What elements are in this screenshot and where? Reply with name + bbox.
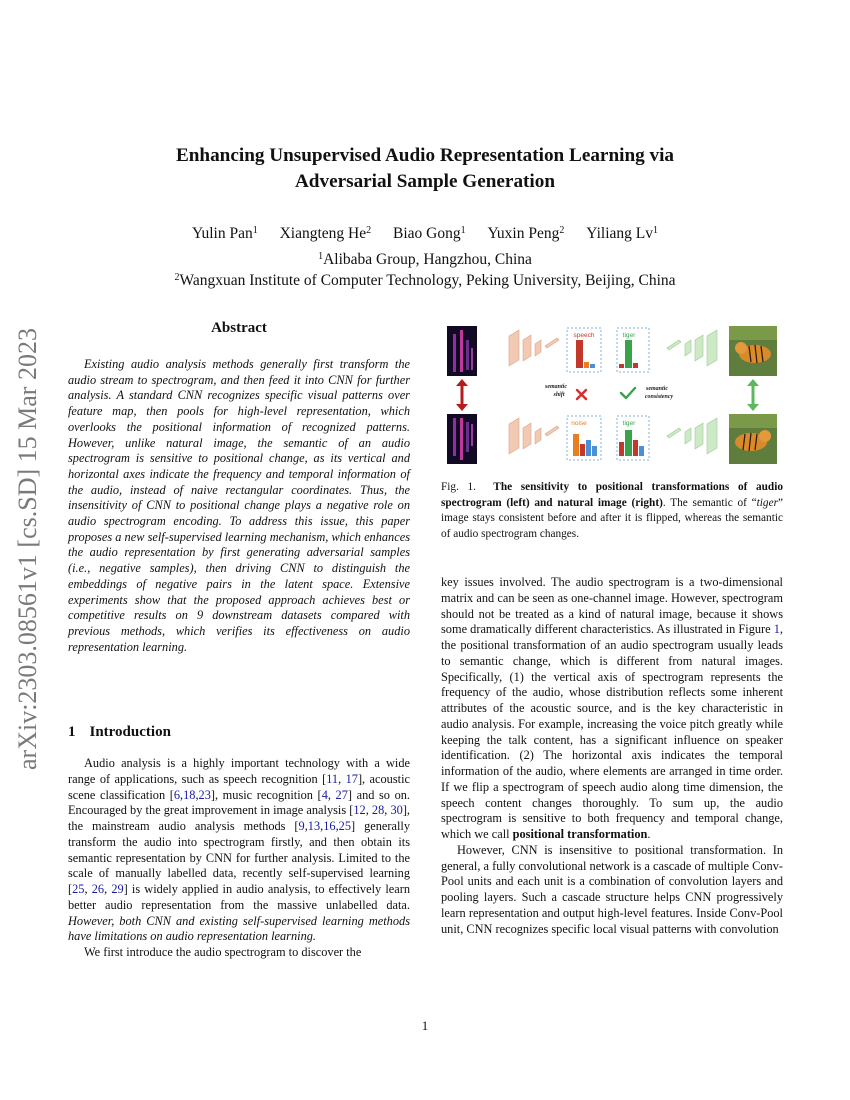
affiliation-2: $^2$Wangxuan Institute of Computer Technology, Peking University, Beijing, China [174,272,676,289]
intro-paragraph-1: Audio analysis is a highly important technology with a wide range of applications, such as speech recognition [11, 17], acoustic scene classification [6,18,23], music recognition [4, 27] and so on. Encouraged by the great improvement in image analysis [12, 28, 30], the mainstream audio analysis methods [9,13,16,25] generally transform the audio into spectrogram firstly, and then obtain its semantic representation by CNN for further analysis. Limited to the scale of manually labelled data, recently self-supervised learning [25, 26, 29] is widely applied in audio analysis, to effectively learn better audio representation from the massive unlabelled data. However, both CNN and existing self-supervised learning methods have limitations on audio representation learning. [68,756,411,944]
author: Xiangteng He$^2$ [279,225,372,242]
citation-link[interactable]: 27 [335,787,348,802]
flip-arrow-green-icon [747,379,759,411]
semantic-shift-label-2: shift [553,392,565,398]
title-line-2: Adversarial Sample Generation [294,171,556,192]
tiger-original-image [729,326,777,376]
section-heading-introduction [68,724,185,741]
citation-link[interactable]: 16 [323,819,336,833]
cnn-layers-image-top [667,330,717,366]
title-line-1: Enhancing Unsupervised Audio Representation Learning via [175,145,675,166]
section-title: Introduction [89,724,171,740]
citation-link[interactable]: 9 [298,819,305,833]
intro-paragraph-2-start: We first introduce the audio spectrogram to discover the [84,945,362,959]
tiger-flipped-image [729,414,777,464]
arxiv-stamp-text: arXiv:2303.08561v1 [cs.SD] 15 Mar 2023 [13,328,42,770]
figure-caption: Fig. 1. The sensitivity to positional transformations of audio spectrogram (left) and natural image (right). The semantic of “tiger” image stays consistent before and after it is flipped, whereas the semantic of audio spectrogram changes. [441,481,783,540]
flip-arrow-icon [456,379,468,411]
author-list [80,225,770,243]
cnn-layers-image-bottom [667,418,717,454]
semantic-consistency-label-2: consistency [644,394,674,400]
check-icon [621,388,635,398]
citation-link[interactable]: 13 [307,819,321,833]
citation-link[interactable]: 29 [111,882,124,896]
author: Yiliang Lv$^1$ [586,225,658,242]
citation-link[interactable]: 18 [183,787,196,802]
intro-paragraph-3: However, CNN is insensitive to positional transformation. In general, a fully convolutional network is a cascade of multiple Conv-Pool units and each unit is a combination of convolution layers and pooling layers. Such a cascade structure helps CNN progressively learn representation and output high-level features. Inside Conv-Pool unit, CNN recognizes specific local visual patterns with convolution [441,842,783,936]
author: Yulin Pan$^1$ [192,225,258,242]
citation-link[interactable]: 30 [390,803,403,818]
page-number: 1 [421,1018,429,1033]
citation-link[interactable]: 28 [371,803,385,818]
left-column-body [68,756,410,961]
cnn-layers-audio-top [509,330,559,366]
semantic-shift-label-1: semantic [545,384,567,390]
citation-link[interactable]: 11 [326,771,339,786]
speech-prediction-box [567,328,601,372]
tiger-prediction-box-bottom [617,416,649,460]
citation-link[interactable]: 6 [173,787,181,802]
noise-prediction-box [567,416,601,460]
figure-ref-link[interactable]: 1 [773,622,780,637]
intro-paragraph-2-continued: key issues involved. The audio spectrogram is a two-dimensional matrix and can be seen as one-channel image. However, spectrogram should not be treated as a kind of natural image, because it shows some dramatically different characteristics. As illustrated in Figure 1, the positional transformation of an audio spectrogram usually leads to semantic change, which is different from natural images. Specifically, (1) the vertical axis of spectrogram represents the frequency of the audio, whose distribution reflects some inherent attributes of the acoustic source, and is the key characteristic in audio analysis. For example, increasing the voice pitch greatly while keeping the talk content, has a significant influence on speaker identification. (2) The horizontal axis indicates the temporal information of the audio, where elements are arranged in time order. If we flip a spectrogram of speech audio along time dimension, the speech content changes thoroughly. To sum up, the audio spectrogram is sensitive to both frequency and temporal change, which we call positional transformation. [441,575,783,841]
cnn-layers-audio-bottom [509,418,559,454]
tiger-prediction-box-top [617,328,649,372]
citation-link[interactable]: 23 [198,787,211,802]
semantic-consistency-label-1: semantic [646,386,668,392]
right-column-body [441,575,783,937]
arxiv-stamp [2,0,46,1092]
speech-label: speech [573,332,595,339]
tiger-label-top: tiger [622,332,636,339]
citation-link[interactable]: 12 [353,803,366,818]
paper-title [80,143,770,195]
affiliation-1: $^1$Alibaba Group, Hangzhou, China [318,251,532,268]
section-number: 1 [68,724,76,740]
abstract-text: Existing audio analysis methods generally first transform the audio stream to spectrogram, and then feed it into CNN for further analysis. A standard CNN recognizes specific visual patterns over feature map, then pools for high-level representation, which overlooks the positional information of recognized patterns. However, unlike natural image, the semantic of an audio spectrogram is sensitive to positional change, as its vertical and horizontal axes indicate the frequency and temporal information of the audio, instead of naive rectangular coordinates. Thus, the insensitivity of CNN to positional change plays a negative role on audio spectrogram encoding. To address this issue, this paper proposes a new self-supervised learning mechanism, which enhances the audio representation by first generating adversarial samples (i.e., negative samples), then driving CNN to distinguish the embeddings of negative pairs in the latent space. Extensive experiments show that the proposed approach achieves best or competitive results on 9 downstream datasets compared with previous methods, which verifies its effectiveness on audio representation learning. [68,357,410,654]
citation-link[interactable]: 17 [345,771,358,786]
citation-link[interactable]: 26 [91,882,105,896]
author: Biao Gong$^1$ [392,225,466,242]
author: Yuxin Peng$^2$ [487,225,565,242]
spectrogram-original-image [447,326,477,376]
figure-1 [441,318,783,468]
spectrogram-flipped-image [447,414,477,464]
abstract-heading: Abstract [211,320,267,336]
citation-link[interactable]: 25 [338,819,352,833]
noise-label: noise [571,420,587,427]
cross-icon [577,390,586,399]
citation-link[interactable]: 4 [321,787,328,802]
tiger-label-bottom: tiger [622,420,636,427]
citation-link[interactable]: 25 [72,882,85,896]
